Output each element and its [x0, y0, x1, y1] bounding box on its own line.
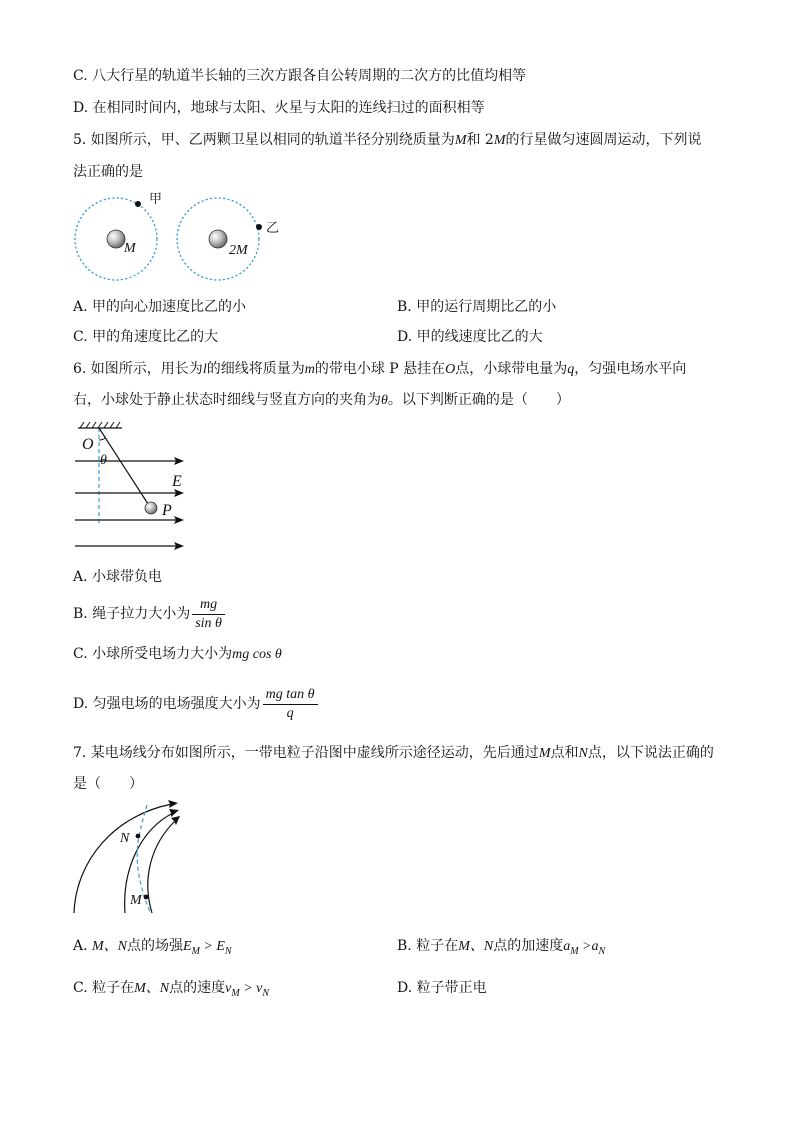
q7-var-M: M — [538, 746, 551, 761]
q7-stem-a: 7. 某电场线分布如图所示，一带电粒子沿图中虚线所示途径运动，先后通过 — [73, 745, 539, 761]
q6-option-c — [73, 644, 282, 665]
q6-stem-e: ，匀强电场水平向 — [574, 361, 687, 377]
q7-option-c-vars: M、N — [134, 981, 170, 996]
q6-var-O: O — [445, 362, 456, 377]
fraction-denominator: sin θ — [195, 615, 222, 631]
label-O: O — [82, 436, 94, 453]
label-P: P — [162, 502, 172, 519]
satellite-jia — [135, 201, 141, 207]
q7-option-b-sub2: N — [598, 945, 606, 957]
q6-var-q: q — [567, 362, 575, 377]
q7-option-a — [73, 936, 232, 962]
label-E: E — [172, 473, 182, 490]
q6-option-b — [73, 595, 225, 633]
q7-option-c — [73, 978, 269, 1004]
fraction-numerator: mg — [192, 596, 225, 615]
point-M — [144, 895, 149, 900]
q7-stem-b: 点和 — [550, 745, 579, 761]
q4-option-c: C. 八大行星的轨道半长轴的三次方跟各自公转周期的二次方的比值均相等 — [73, 68, 527, 84]
q5-option-a: A. 甲的向心加速度比乙的小 — [73, 299, 247, 315]
q7-option-d: D. 粒子带正电 — [397, 980, 487, 996]
q6-stem-g: 。以下判断正确的是（ ） — [387, 392, 570, 408]
q6-var-theta: θ — [381, 393, 388, 408]
q7-stem-line1 — [73, 743, 714, 764]
q5-option-d: D. 甲的线速度比乙的大 — [397, 329, 543, 345]
q6-option-c-expr: mg cos θ — [232, 647, 282, 662]
q7-option-b-mid: 点的加速度 — [493, 938, 564, 954]
q7-option-c-expr: v — [225, 981, 232, 996]
label-M: M — [130, 893, 142, 908]
q7-option-c-gt: > v — [239, 981, 263, 996]
fraction-denominator: q — [286, 705, 294, 721]
label-yi: 乙 — [266, 221, 280, 236]
q7-var-N: N — [578, 746, 588, 761]
q5-stem-text-a: 5. 如图所示，甲、乙两颗卫星以相同的轨道半径分别绕质量为 — [73, 132, 455, 148]
q6-option-d-text: D. 匀强电场的电场强度大小为 — [73, 696, 261, 712]
q7-option-a-gt: > E — [199, 939, 225, 954]
q5-figure — [70, 186, 290, 288]
q5-stem-line2: 法正确的是 — [73, 164, 143, 180]
q6-figure — [70, 420, 190, 555]
q6-stem-d: 点，小球带电量为 — [455, 361, 568, 377]
q5-var-2M: M — [493, 133, 506, 148]
ball-P — [145, 502, 157, 514]
q7-stem-line2: 是（ ） — [73, 776, 143, 792]
planet-M — [107, 230, 125, 248]
planet-2M — [209, 230, 227, 248]
q7-option-a-text: A. — [73, 938, 93, 954]
q5-var-M: M — [454, 133, 467, 148]
q7-option-b-text: B. 粒子在 — [397, 938, 459, 954]
label-jia: 甲 — [149, 192, 163, 207]
q5-option-c: C. 甲的角速度比乙的大 — [73, 329, 219, 345]
q6-stem-line1 — [73, 359, 686, 380]
q6-stem-f: 右，小球处于静止状态时细线与竖直方向的夹角为 — [73, 392, 381, 408]
q7-option-b-gt: >a — [578, 939, 599, 954]
label-theta: θ — [100, 453, 107, 468]
satellite-yi — [256, 224, 262, 230]
field-line-3 — [148, 820, 176, 913]
q7-stem-c: 点，以下说法正确的 — [587, 745, 714, 761]
fraction-numerator: mg tan θ — [263, 686, 318, 705]
q6-stem-a: 6. 如图所示，用长为 — [73, 361, 203, 377]
q7-option-b-vars: M、N — [458, 939, 494, 954]
q6-option-b-fraction — [192, 596, 225, 633]
q6-option-c-text: C. 小球所受电场力大小为 — [73, 646, 233, 662]
q5-stem-text-b: 和 2 — [466, 132, 494, 148]
angle-arc — [99, 438, 105, 440]
q6-var-m: m — [304, 362, 315, 377]
q6-stem-line2 — [73, 390, 570, 411]
q7-option-a-expr: E — [183, 939, 192, 954]
q4-option-d: D. 在相同时间内，地球与太阳、火星与太阳的连线扫过的面积相等 — [73, 100, 485, 116]
q7-option-a-sub2: N — [224, 945, 232, 957]
label-2M: 2M — [229, 243, 248, 258]
q7-option-c-sub1: M — [231, 987, 240, 999]
q5-stem-line1 — [73, 130, 702, 151]
q6-stem-b: 的细线将质量为 — [206, 361, 305, 377]
q7-option-a-sub1: M — [191, 945, 200, 957]
q7-option-b-sub1: M — [570, 945, 579, 957]
q6-option-d-fraction — [263, 686, 318, 723]
q6-stem-c: 的带电小球 P 悬挂在 — [314, 361, 446, 377]
q7-option-a-mid: 点的场强 — [127, 938, 184, 954]
q6-option-d — [73, 684, 318, 724]
q5-option-b: B. 甲的运行周期比乙的小 — [397, 299, 557, 315]
q7-option-c-text: C. 粒子在 — [73, 980, 135, 996]
q7-option-a-vars: M、N — [92, 939, 128, 954]
q7-option-b-expr: a — [563, 939, 571, 954]
q7-figure — [70, 800, 190, 920]
label-N: N — [120, 831, 130, 846]
field-arrowheads — [174, 457, 184, 550]
q7-option-c-mid: 点的速度 — [169, 980, 226, 996]
q7-option-b — [397, 936, 605, 962]
label-M: M — [124, 241, 136, 256]
ceiling-hatch — [80, 422, 120, 428]
q5-stem-text-c: 的行星做匀速圆周运动，下列说 — [505, 132, 702, 148]
q6-option-a: A. 小球带负电 — [73, 569, 163, 585]
point-N — [136, 834, 141, 839]
q7-option-c-sub2: N — [262, 987, 270, 999]
field-line-1 — [74, 804, 172, 913]
q6-var-l: l — [202, 362, 207, 377]
q6-option-b-text: B. 绳子拉力大小为 — [73, 606, 191, 622]
